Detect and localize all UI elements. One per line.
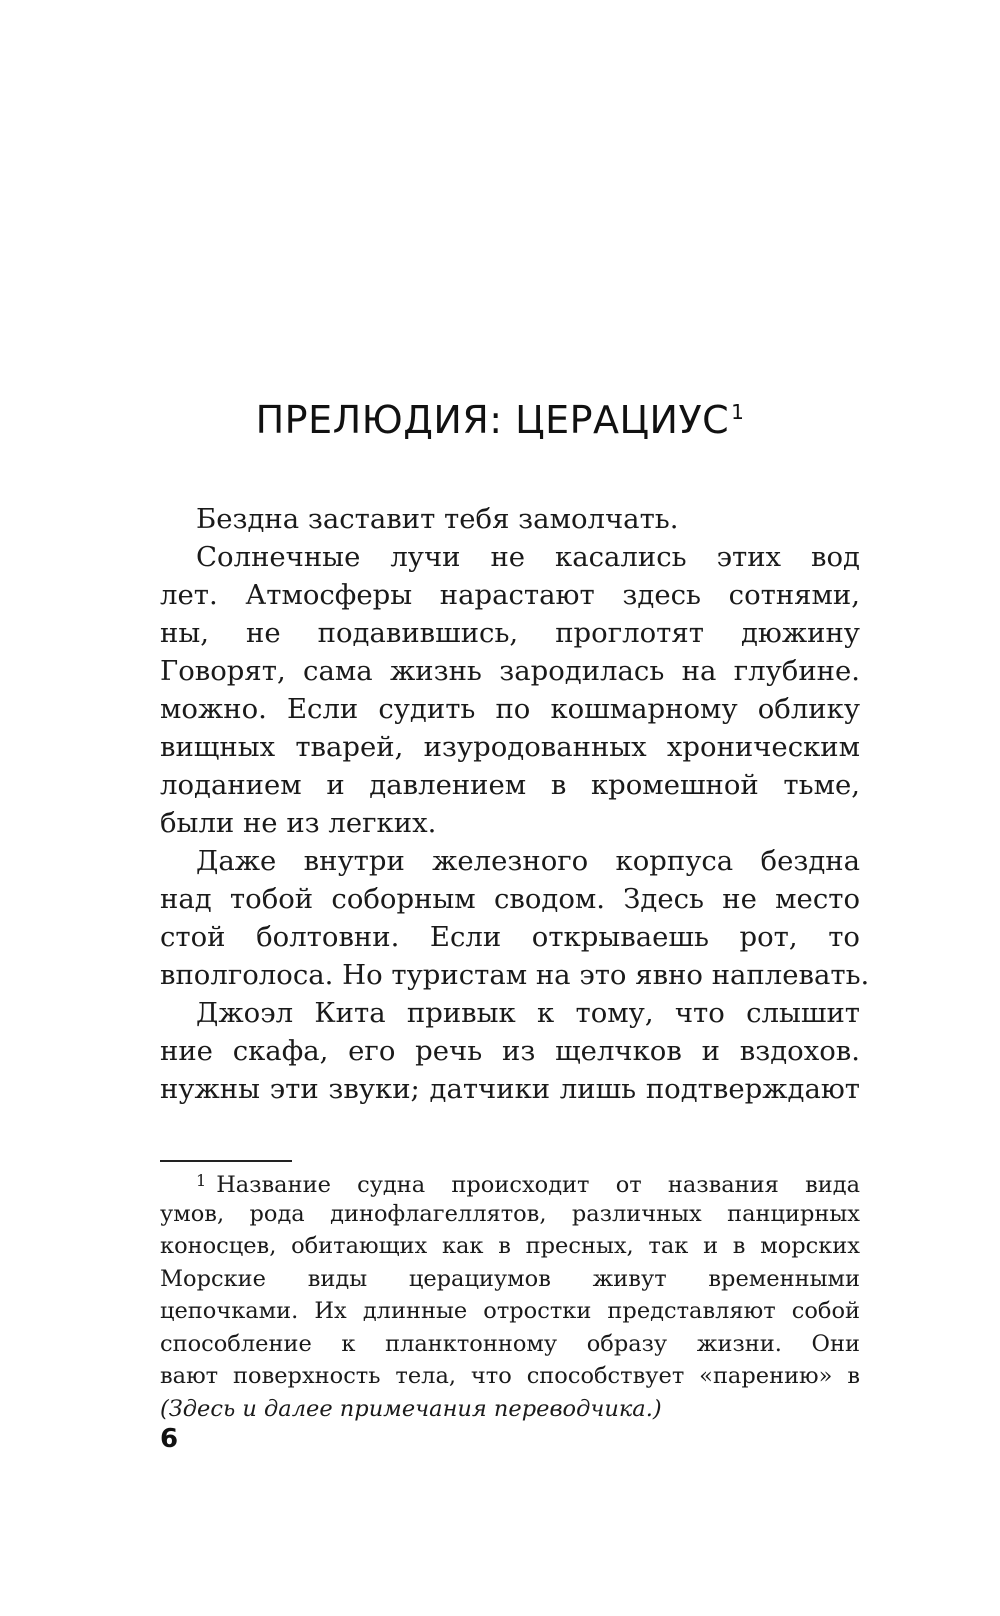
paragraph-line: нужны эти звуки; датчики лишь подтверждают	[160, 1073, 860, 1105]
paragraph-line: стой болтовни. Если открываешь рот, то	[160, 921, 860, 953]
chapter-title-text: ПРЕЛЮДИЯ: ЦЕРАЦИУС	[255, 398, 730, 442]
paragraph-line: Джоэл Кита привык к тому, что слышит	[196, 997, 860, 1029]
footnote-line: коносцев, обитающих как в пресных, так и в морских	[160, 1233, 860, 1259]
paragraph-line: лоданием и давлением в кромешной тьме,	[160, 769, 860, 801]
paragraph-line: ны, не подавившись, проглотят дюжину	[160, 617, 860, 649]
paragraph-line: Говорят, сама жизнь зародилась на глубине.	[160, 655, 860, 687]
footnote-marker: 1	[196, 1171, 207, 1190]
footnote-line	[160, 1165, 860, 1198]
page-number: 6	[160, 1424, 179, 1454]
body-text	[160, 500, 870, 1108]
paragraph-line: можно. Если судить по кошмарному облику	[160, 693, 860, 725]
paragraph-line: над тобой соборным сводом. Здесь не место	[160, 883, 860, 915]
paragraph-line: были не из легких.	[160, 807, 437, 839]
paragraph-line: Солнечные лучи не касались этих вод	[196, 541, 860, 573]
footnote	[160, 1165, 860, 1425]
paragraph-line: вищных тварей, изуродованных хроническим	[160, 731, 860, 763]
footnote-line: способление к планктонному образу жизни. Они	[160, 1330, 860, 1357]
footnote-divider	[160, 1160, 292, 1162]
paragraph-line: Даже внутри железного корпуса бездна	[196, 845, 860, 877]
paragraph-line: лет. Атмосферы нарастают здесь сотнями,	[160, 579, 860, 611]
paragraph-line: Бездна заставит тебя замолчать.	[196, 503, 679, 535]
paragraph-line: ние скафа, его речь из щелчков и вздохов.	[160, 1035, 860, 1067]
translator-note: (Здесь и далее примечания переводчика.)	[160, 1395, 662, 1422]
chapter-title	[0, 398, 1000, 442]
paragraph-line: вполголоса. Но туристам на это явно наплевать.	[160, 959, 870, 991]
footnote-line: цепочками. Их длинные отростки представляют собой	[160, 1298, 860, 1324]
footnote-line: Морские виды церациумов живут временными	[160, 1265, 860, 1292]
footnote-line: умов, рода динофлагеллятов, различных панцирных	[160, 1200, 860, 1227]
footnote-line-text: Название судна происходит от названия вида	[216, 1172, 860, 1198]
footnote-line: вают поверхность тела, что способствует «парению» в	[160, 1363, 860, 1389]
footnote-reference: 1	[731, 400, 745, 425]
